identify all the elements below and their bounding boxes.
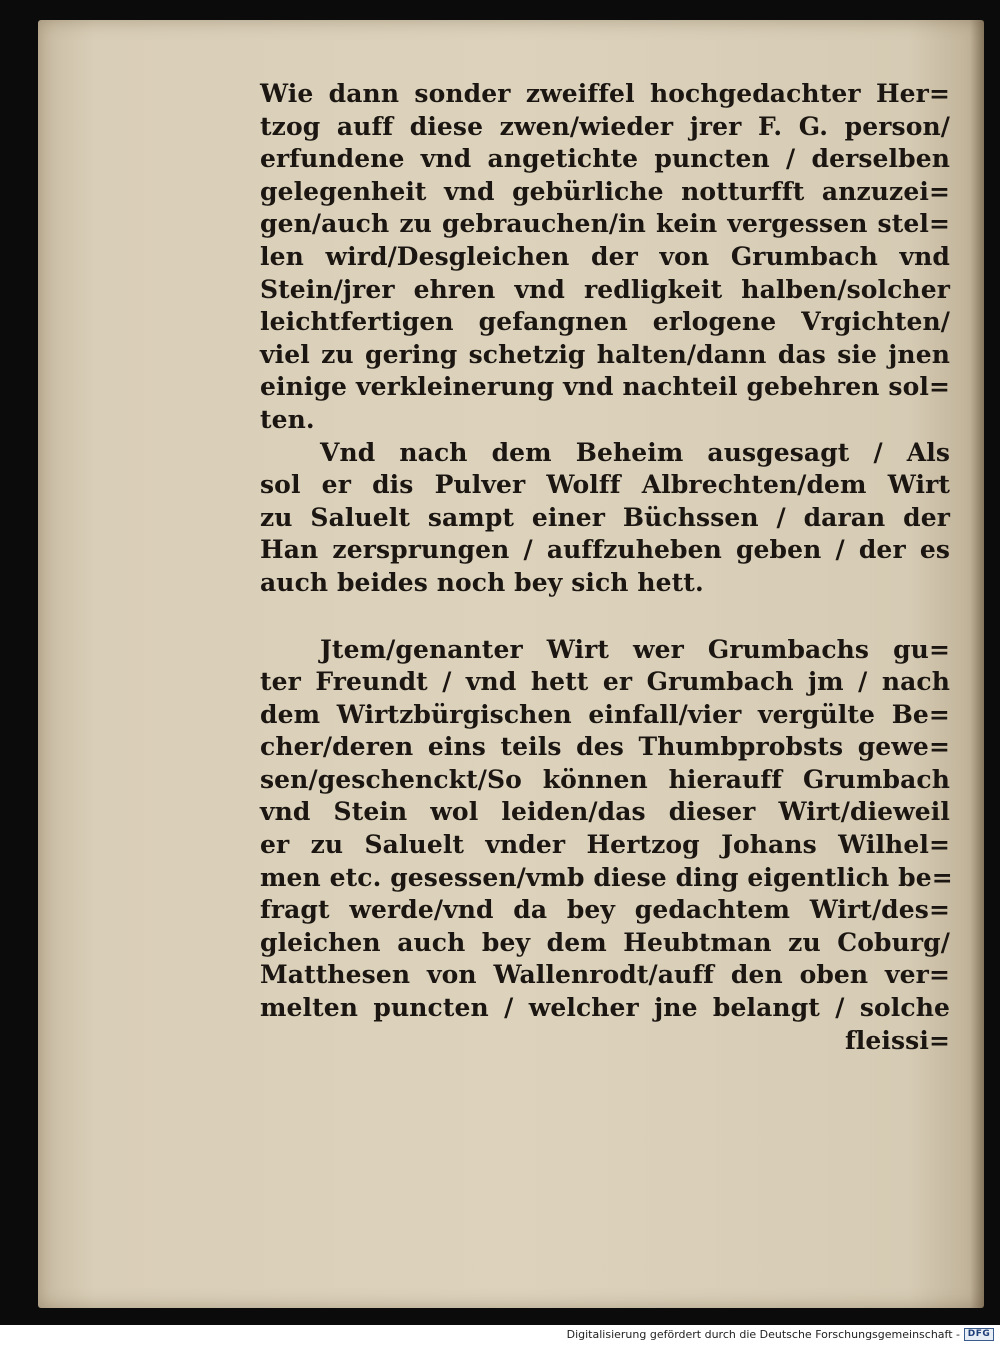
text-line: cher/deren eins teils des Thumbprobsts gewe=: [260, 732, 950, 762]
text-line: Vnd nach dem Beheim ausgesagt / Als: [320, 437, 950, 467]
text-line: er zu Saluelt vnder Hertzog Johans Wilhel=: [260, 830, 950, 860]
text-line: sol er dis Pulver Wolff Albrechten/dem Wirt: [260, 470, 950, 500]
footer-bar: [0, 1325, 1000, 1345]
text-line: ten.: [260, 404, 315, 434]
text-line: viel zu gering schetzig halten/dann das sie jnen: [260, 339, 950, 369]
text-line: Jtem/genanter Wirt wer Grumbachs gu=: [320, 634, 950, 664]
text-line: Wie dann sonder zweiffel hochgedachter Her=: [260, 79, 950, 108]
text-line: auch beides noch bey sich hett.: [260, 567, 704, 597]
text-line: tzog auff diese zwen/wieder jrer F. G. person/: [260, 111, 950, 141]
funding-credit: Digitalisierung gefördert durch die Deutsche Forschungsgemeinschaft -: [566, 1328, 960, 1341]
catchword: fleissi=: [844, 1025, 950, 1055]
text-line: Stein/jrer ehren vnd redligkeit halben/solcher: [260, 274, 950, 304]
page-edge-shadow: [970, 20, 984, 1308]
text-block: [260, 78, 953, 1057]
text-line: gleichen auch bey dem Heubtman zu Coburg/: [260, 927, 950, 957]
text-line: Han zersprungen / auffzuheben geben / der es: [260, 535, 950, 565]
text-line: sen/geschenckt/So können hierauff Grumbach: [260, 764, 950, 794]
text-line: dem Wirtzbürgischen einfall/vier vergülte Be=: [260, 699, 950, 729]
dfg-logo: DFG: [964, 1328, 994, 1341]
text-line: fragt werde/vnd da bey gedachtem Wirt/des=: [260, 895, 950, 925]
text-line: gelegenheit vnd gebürliche notturfft anzuzei=: [260, 176, 950, 206]
text-line: erfundene vnd angetichte puncten / derselben: [260, 144, 950, 174]
text-line: vnd Stein wol leiden/das dieser Wirt/dieweil: [260, 797, 950, 827]
book-page: [38, 20, 984, 1308]
text-line: ter Freundt / vnd hett er Grumbach jm / nach: [260, 667, 950, 697]
text-line: einige verkleinerung vnd nachteil gebehren sol=: [260, 372, 950, 402]
text-line: len wird/Desgleichen der von Grumbach vnd: [260, 241, 950, 271]
text-line: leichtfertigen gefangnen erlogene Vrgichten/: [260, 307, 950, 337]
text-line: zu Saluelt sampt einer Büchssen / daran der: [260, 502, 950, 532]
text-line: men etc. gesessen/vmb diese ding eigentlich be=: [260, 862, 953, 892]
text-line: gen/auch zu gebrauchen/in kein vergessen stel=: [260, 209, 950, 239]
text-line: Matthesen von Wallenrodt/auff den oben ver=: [260, 960, 950, 990]
text-line: melten puncten / welcher jne belangt / solche: [260, 993, 950, 1023]
paragraph-gap: [260, 600, 950, 634]
